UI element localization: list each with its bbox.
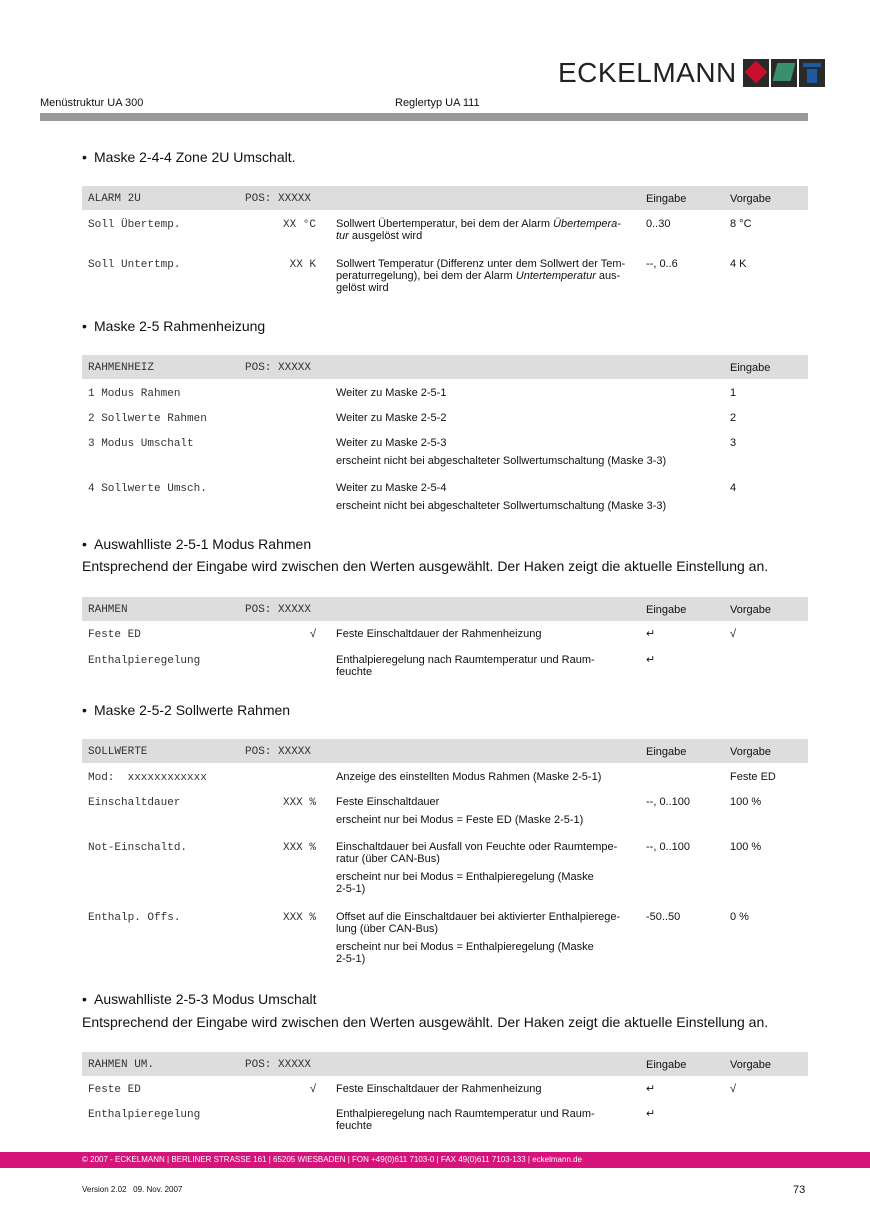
row-default: 100 % [730,841,762,853]
header-cell: Eingabe [646,746,687,758]
page-number: 73 [793,1184,806,1196]
paragraph: Entsprechend der Eingabe wird zwischen den Werten ausgewählt. Der Haken zeigt die aktuelle Einstellung an. [82,1014,769,1030]
enter-icon: ↵ [646,1083,656,1095]
row-input: --, 0..6 [646,258,678,270]
logo-square-blue [799,59,825,87]
row-desc: Weiter zu Maske 2-5-1 [336,387,447,399]
header-cell: Vorgabe [730,746,771,758]
section-title: • Auswahlliste 2-5-1 Modus Rahmen [82,536,312,552]
enter-icon: ↵ [646,628,656,640]
check-icon: √ [309,628,316,640]
row-desc: Feste Einschaltdauer der Rahmenheizung [336,1083,542,1095]
row-value: XXX % [282,842,316,854]
table-header [82,597,808,621]
header-cell: Vorgabe [730,193,771,205]
row-value: XXX % [282,797,316,809]
row-name: 2 Sollwerte Rahmen [88,413,207,425]
row-input: --, 0..100 [646,841,691,853]
row-desc: Einschaltdauer bei Ausfall von Feuchte oder Raumtempe- ratur (über CAN-Bus) erscheint nur bei Modus = Enthalpieregelung (Maske 2-5-1) [336,841,618,895]
logo-square-green [771,59,797,87]
row-default: Feste ED [730,771,776,783]
header-center: Reglertyp UA 111 [395,97,480,109]
row-name: Einschaltdauer [88,797,181,809]
row-name: Not-Einschaltd. [88,842,188,854]
row-input: 1 [730,387,737,399]
row-desc: Enthalpieregelung nach Raumtemperatur und Raum- feuchte [336,654,595,678]
row-name: Soll Untertmp. [88,259,181,271]
table-header [82,355,808,379]
row-value: XXX % [282,912,316,924]
header-cell: ALARM 2U [88,193,141,205]
row-name: Enthalp. Offs. [88,912,181,924]
header-cell: Vorgabe [730,604,771,616]
row-desc: Feste Einschaltdauer der Rahmenheizung [336,628,542,640]
header-cell: POS: XXXXX [245,193,312,205]
row-desc: Offset auf die Einschaltdauer bei aktivierter Enthalpierege- lung (über CAN-Bus) erscheint nur bei Modus = Enthalpieregelung (Maske 2-5-1) [336,911,621,965]
row-name: Mod: xxxxxxxxxxxx [88,772,207,784]
row-input: 2 [730,412,737,424]
row-input: 4 [730,482,737,494]
row-input: -50..50 [646,911,681,923]
header-bar [40,113,808,121]
row-input: --, 0..100 [646,796,691,808]
row-name: Feste ED [88,1084,141,1096]
section-title: • Maske 2-5-2 Sollwerte Rahmen [82,702,291,718]
eckelmann-logo [558,57,825,89]
header-cell: POS: XXXXX [245,604,312,616]
logo-text: ECKELMANN [558,57,737,88]
section-title: • Maske 2-5 Rahmenheizung [82,318,266,334]
header-cell: Eingabe [646,604,687,616]
row-desc: Enthalpieregelung nach Raumtemperatur und Raum- feuchte [336,1108,595,1132]
header-cell: POS: XXXXX [245,1059,312,1071]
row-input: 3 [730,437,737,449]
header-cell: POS: XXXXX [245,362,312,374]
row-default: 100 % [730,796,762,808]
row-name: 4 Sollwerte Umsch. [88,483,207,495]
header-cell: RAHMEN UM. [88,1059,155,1071]
check-icon: √ [730,628,737,640]
header-cell: Eingabe [646,193,687,205]
row-value: XX °C [282,219,316,231]
header-cell: Eingabe [730,362,771,374]
row-name: Soll Übertemp. [88,219,181,231]
check-icon: √ [730,1083,737,1095]
check-icon: √ [309,1083,316,1095]
row-name: Enthalpieregelung [88,1109,201,1121]
header-left: Menüstruktur UA 300 [40,97,144,109]
paragraph: Entsprechend der Eingabe wird zwischen den Werten ausgewählt. Der Haken zeigt die aktuelle Einstellung an. [82,558,769,574]
logo-square-red [743,59,769,87]
row-name: 1 Modus Rahmen [88,388,181,400]
header-cell: RAHMENHEIZ [88,362,155,374]
row-default: 0 % [730,911,749,923]
row-input: 0..30 [646,218,671,230]
row-desc: Weiter zu Maske 2-5-3 erscheint nicht bei abgeschalteter Sollwertumschaltung (Maske 3-3) [336,437,667,467]
row-desc: Feste Einschaltdauer erscheint nur bei Modus = Feste ED (Maske 2-5-1) [336,796,584,826]
row-default: 4 K [730,258,747,270]
enter-icon: ↵ [646,1108,656,1120]
header-cell: Eingabe [646,1059,687,1071]
row-desc: Sollwert Temperatur (Differenz unter dem Sollwert der Tem- peraturregelung), bei dem der Alarm Untertemperatur aus- gelöst wird [336,258,626,294]
row-name: Feste ED [88,629,141,641]
row-desc: Anzeige des einstellten Modus Rahmen (Maske 2-5-1) [336,771,602,783]
row-name: 3 Modus Umschalt [88,438,194,450]
enter-icon: ↵ [646,654,656,666]
row-desc: Sollwert Übertemperatur, bei dem der Alarm Übertempera- tur ausgelöst wird [336,218,621,242]
row-desc: Weiter zu Maske 2-5-2 [336,412,447,424]
table-header [82,739,808,763]
table-header [82,186,808,210]
row-desc: Weiter zu Maske 2-5-4 erscheint nicht bei abgeschalteter Sollwertumschaltung (Maske 3-3) [336,482,667,512]
header-cell: RAHMEN [88,604,128,616]
footer-address: © 2007 - ECKELMANN | BERLINER STRASSE 161 | 65205 WIESBADEN | FON +49(0)611 7103-0 | FAX 49(0)611 7103-133 | eckelmann.de [82,1155,583,1164]
logo-squares [743,59,825,87]
row-value: XX K [289,259,316,271]
row-name: Enthalpieregelung [88,655,201,667]
section-title: • Maske 2-4-4 Zone 2U Umschalt. [82,149,296,165]
header-cell: POS: XXXXX [245,746,312,758]
section-title: • Auswahlliste 2-5-3 Modus Umschalt [82,991,317,1007]
header-cell: Vorgabe [730,1059,771,1071]
table-header [82,1052,808,1076]
row-default: 8 °C [730,218,752,230]
header-cell: SOLLWERTE [88,746,148,758]
version-info: Version 2.02 09. Nov. 2007 [82,1185,183,1194]
